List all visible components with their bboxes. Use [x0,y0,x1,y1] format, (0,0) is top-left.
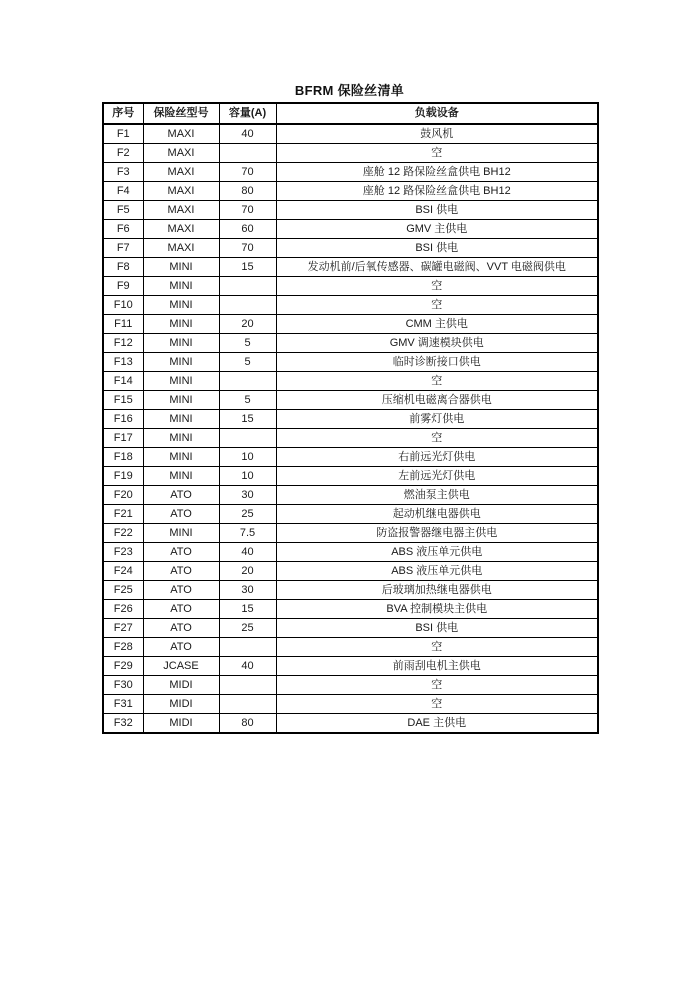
header-type: 保险丝型号 [143,103,219,124]
load-device: 左前远光灯供电 [276,467,598,486]
fuse-type: MAXI [143,163,219,182]
table-row [103,505,598,524]
capacity: 80 [219,182,276,201]
row-no: F3 [103,163,143,182]
capacity: 5 [219,334,276,353]
load-device: BSI 供电 [276,239,598,258]
capacity: 40 [219,543,276,562]
row-no: F31 [103,695,143,714]
table-row [103,429,598,448]
load-device: 右前远光灯供电 [276,448,598,467]
row-no: F21 [103,505,143,524]
table-row [103,562,598,581]
fuse-type: MAXI [143,182,219,201]
row-no: F20 [103,486,143,505]
capacity [219,638,276,657]
table-row [103,239,598,258]
fuse-type: MINI [143,372,219,391]
fuse-type: ATO [143,581,219,600]
fuse-type: MINI [143,429,219,448]
capacity: 30 [219,486,276,505]
fuse-type: MINI [143,391,219,410]
load-device: 鼓风机 [276,124,598,144]
load-device: 防盗报警器继电器主供电 [276,524,598,543]
fuse-type: MAXI [143,201,219,220]
fuse-type: ATO [143,505,219,524]
row-no: F16 [103,410,143,429]
table-row [103,581,598,600]
header-no: 序号 [103,103,143,124]
capacity: 60 [219,220,276,239]
load-device: BSI 供电 [276,201,598,220]
load-device: 座舱 12 路保险丝盒供电 BH12 [276,163,598,182]
capacity: 15 [219,410,276,429]
row-no: F1 [103,124,143,144]
fuse-table [102,102,599,734]
load-device: BSI 供电 [276,619,598,638]
load-device: 前雨刮电机主供电 [276,657,598,676]
row-no: F6 [103,220,143,239]
capacity: 70 [219,201,276,220]
load-device: DAE 主供电 [276,714,598,734]
fuse-table-header [103,103,598,124]
row-no: F15 [103,391,143,410]
capacity: 25 [219,505,276,524]
fuse-type: ATO [143,543,219,562]
row-no: F25 [103,581,143,600]
fuse-type: JCASE [143,657,219,676]
capacity: 40 [219,657,276,676]
table-row [103,334,598,353]
row-no: F11 [103,315,143,334]
load-device: 空 [276,296,598,315]
load-device: 空 [276,676,598,695]
row-no: F4 [103,182,143,201]
capacity [219,277,276,296]
fuse-type: MIDI [143,676,219,695]
fuse-type: ATO [143,600,219,619]
header-capacity: 容量(A) [219,103,276,124]
fuse-type: MINI [143,315,219,334]
capacity [219,372,276,391]
row-no: F8 [103,258,143,277]
load-device: 临时诊断接口供电 [276,353,598,372]
table-row [103,124,598,144]
table-row [103,391,598,410]
capacity: 5 [219,391,276,410]
table-row [103,600,598,619]
row-no: F32 [103,714,143,734]
row-no: F30 [103,676,143,695]
row-no: F14 [103,372,143,391]
row-no: F18 [103,448,143,467]
load-device: 发动机前/后氧传感器、碳罐电磁阀、VVT 电磁阀供电 [276,258,598,277]
fuse-type: ATO [143,638,219,657]
load-device: ABS 液压单元供电 [276,562,598,581]
table-row [103,182,598,201]
table-row [103,277,598,296]
row-no: F13 [103,353,143,372]
load-device: GMV 调速模块供电 [276,334,598,353]
row-no: F19 [103,467,143,486]
capacity: 10 [219,467,276,486]
header-row [103,103,598,124]
fuse-type: MINI [143,467,219,486]
capacity: 20 [219,562,276,581]
capacity [219,296,276,315]
capacity: 20 [219,315,276,334]
fuse-type: ATO [143,619,219,638]
table-row [103,220,598,239]
row-no: F17 [103,429,143,448]
row-no: F24 [103,562,143,581]
fuse-type: MINI [143,524,219,543]
table-row [103,676,598,695]
table-row [103,201,598,220]
fuse-type: MINI [143,258,219,277]
capacity: 5 [219,353,276,372]
fuse-type: ATO [143,562,219,581]
table-row [103,638,598,657]
row-no: F7 [103,239,143,258]
row-no: F26 [103,600,143,619]
table-row [103,410,598,429]
row-no: F12 [103,334,143,353]
table-row [103,296,598,315]
capacity: 40 [219,124,276,144]
fuse-type: MIDI [143,695,219,714]
table-row [103,657,598,676]
capacity: 30 [219,581,276,600]
row-no: F28 [103,638,143,657]
fuse-type: MINI [143,353,219,372]
capacity [219,676,276,695]
fuse-type: MINI [143,334,219,353]
row-no: F9 [103,277,143,296]
row-no: F23 [103,543,143,562]
header-load: 负载设备 [276,103,598,124]
table-row [103,714,598,734]
capacity: 15 [219,600,276,619]
load-device: 后玻璃加热继电器供电 [276,581,598,600]
table-row [103,163,598,182]
capacity [219,695,276,714]
table-row [103,467,598,486]
table-row [103,486,598,505]
table-row [103,144,598,163]
fuse-type: MAXI [143,144,219,163]
capacity: 70 [219,163,276,182]
row-no: F2 [103,144,143,163]
table-row [103,619,598,638]
load-device: CMM 主供电 [276,315,598,334]
page-title: BFRM 保险丝清单 [294,83,405,98]
capacity: 25 [219,619,276,638]
table-row [103,524,598,543]
row-no: F22 [103,524,143,543]
fuse-type: MIDI [143,714,219,734]
fuse-type: MINI [143,410,219,429]
table-row [103,258,598,277]
fuse-type: MINI [143,296,219,315]
capacity [219,429,276,448]
load-device: 压缩机电磁离合器供电 [276,391,598,410]
fuse-type: ATO [143,486,219,505]
fuse-table-body [103,124,598,733]
fuse-type: MAXI [143,239,219,258]
table-row [103,315,598,334]
row-no: F10 [103,296,143,315]
row-no: F27 [103,619,143,638]
fuse-type: MAXI [143,220,219,239]
load-device: 空 [276,372,598,391]
table-row [103,448,598,467]
load-device: 座舱 12 路保险丝盒供电 BH12 [276,182,598,201]
capacity: 7.5 [219,524,276,543]
load-device: 前雾灯供电 [276,410,598,429]
capacity: 80 [219,714,276,734]
load-device: 空 [276,277,598,296]
load-device: 空 [276,638,598,657]
table-row [103,353,598,372]
load-device: BVA 控制模块主供电 [276,600,598,619]
fuse-type: MAXI [143,124,219,144]
load-device: 空 [276,144,598,163]
load-device: GMV 主供电 [276,220,598,239]
table-row [103,543,598,562]
load-device: 空 [276,695,598,714]
table-row [103,372,598,391]
capacity [219,144,276,163]
capacity: 10 [219,448,276,467]
fuse-type: MINI [143,448,219,467]
load-device: 空 [276,429,598,448]
table-row [103,695,598,714]
fuse-type: MINI [143,277,219,296]
load-device: ABS 液压单元供电 [276,543,598,562]
capacity: 15 [219,258,276,277]
load-device: 起动机继电器供电 [276,505,598,524]
load-device: 燃油泵主供电 [276,486,598,505]
row-no: F29 [103,657,143,676]
capacity: 70 [219,239,276,258]
row-no: F5 [103,201,143,220]
